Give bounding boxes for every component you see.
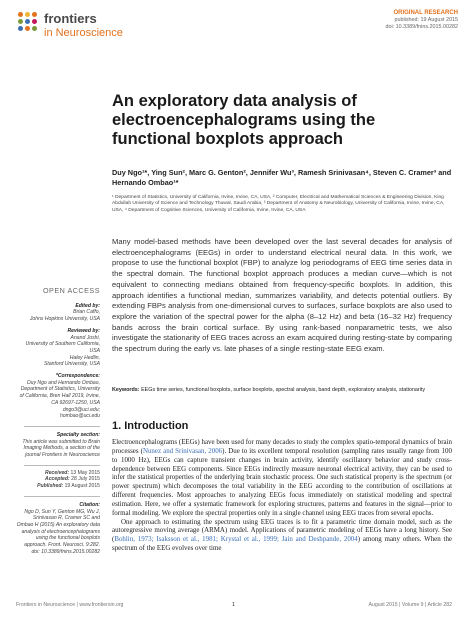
frontiers-logo-icon	[18, 12, 40, 34]
edited-by: Brian Caffo, Johns Hopkins University, USA	[29, 309, 100, 323]
keywords-text: EEGs time series, functional boxplots, surface boxplots, spectral analysis, band depth, exploratory analysis, stationarity	[141, 387, 426, 393]
paragraph: One approach to estimating the spectrum using EEG traces is to fit a parametric time domain model, such as the autoregressive moving average (ARMA) model. Applications of parametric modeling of EEGs have a long history. See (Bohlin, 1973; Isaksson et al., 1981; Krystal et al., 1999; Jain and Deshpande, 2004) among many others. When the spectrum of the EEG evolves over time	[112, 517, 452, 553]
author-list: Duy Ngo¹*, Ying Sun², Marc G. Genton², Jennifer Wu³, Ramesh Srinivasan⁴, Steven C. Cramer³ and Hernando Ombao¹*	[112, 168, 452, 187]
page-number: 1	[232, 602, 235, 608]
citation: Ngo D, Sun Y, Genton MG, Wu J, Srinivasan R, Cramer SC and Ombao H (2015) An exploratory data analysis of electroencephalograms using the functional boxplots approach. Front. Neurosci. 9:282. doi: 10.3389/fnins.2015.00282	[16, 508, 100, 555]
citation-link[interactable]: Nunez and Srinivasan, 2006	[142, 446, 223, 455]
journal-brand: frontiers	[44, 11, 97, 26]
sidebar	[16, 288, 100, 556]
received: Received: 13 May 2015	[45, 469, 100, 476]
sidebar-divider	[24, 426, 100, 427]
open-access-label: OPEN ACCESS	[42, 286, 100, 295]
abstract: Many model-based methods have been developed over the last several decades for analysis of electroencephalograms (EEGs) in order to understand electrical neural data. In this work, we propose to use the functional boxplot (FBP) to analyze log periodograms of EEG time series data in the spectral domain. The functional boxplot approach produces a median curve—which is not equivalent to connecting medians obtained from frequency-specific boxplots. In addition, this approach identifies a functional median, summarizes variability, and detects potential outliers. By extending FBPs analysis from one-dimensional curves to surfaces, surface boxplots are also used to explore the variation of the spectral power for the alpha (8–12 Hz) and beta (16–32 Hz) frequency bands across the brain cortical surface. By using rank-based nonparametric tests, we also investigate the stationarity of EEG traces across an exam acquired during resting-state by comparing the spectrum during the early vs. late phases of a single resting-state EEG exam.	[112, 237, 452, 354]
paragraph: Electroencephalograms (EEGs) have been used for many decades to study the complex spatio-temporal dynamics of brain processes (Nunez and Srinivasan, 2006). Due to its excellent temporal resolution (sampling rates usually range from 100 to 1000 Hz), EEGs can capture transient changes in brain activity, identify oscillatory behavior and study cross-dependence between EEG components. Since EEGs indirectly measure neuronal electrical activity, they can be used to infer the statistical properties of the underlying brain stochastic process. One such statistical property is the spectrum (or power spectrum) which decomposes the total variability in the EEG according to the contribution of oscillations at different frequencies. Most approaches to analyzing EEGs focus immediately on statistical modeling and spectral estimation. Here, we offer a systematic framework for exploring structures, patterns and features in the signal—prior to formal modeling. We explore the spectral properties only in a single channel using EEG traces from several epochs.	[112, 438, 452, 517]
reviewed-by-label: Reviewed by:	[67, 327, 100, 334]
keywords-label: Keywords:	[112, 387, 140, 393]
affiliations: ¹ Department of Statistics, University of California, Irvine, Irvine, CA, USA, ² Computer, Electrical and Mathematical Sciences & Engineering Division, King Abdullah University of Science and Technology Thuwal, Saudi Arabia, ³ Department of Anatomy & Neurobiology, University of California, Irvine, Irvine, CA, USA, ⁴ Department of Cognitive Sciences, University of California, Irvine, Irvine, CA, USA	[112, 195, 445, 213]
keywords	[112, 387, 452, 394]
journal-logo[interactable]	[18, 10, 148, 46]
correspondence[interactable]: Duy Ngo and Hernando Ombao, Department of Statistics, University of California, Bren Hall 2019, Irvine, CA 92697-1250, USA dngo3@uci.edu; hombao@uci.edu	[19, 379, 100, 420]
reviewed-by: Anand Joshi, University of Southern California, USA Haley Hedlin, Stanford University, USA	[25, 334, 100, 368]
published-date: published: 19 August 2015	[394, 17, 458, 23]
article-meta	[385, 10, 458, 31]
published: Published: 19 August 2015	[37, 483, 100, 490]
citation-label: Citation:	[79, 501, 100, 508]
citation-link[interactable]: Bohlin, 1973; Isaksson et al., 1981; Krystal et al., 1999; Jain and Deshpande, 2004	[114, 535, 358, 544]
accepted: Accepted: 28 July 2015	[45, 476, 100, 483]
journal-subtitle: in Neuroscience	[44, 27, 123, 39]
sidebar-divider	[24, 465, 100, 466]
doi-link[interactable]: doi: 10.3389/fnins.2015.00282	[385, 24, 458, 30]
specialty-label: Specialty section:	[56, 431, 100, 438]
section-heading: 1. Introduction	[112, 420, 189, 432]
article-title: An exploratory data analysis of electroencephalograms using the functional boxplots approach	[112, 92, 376, 148]
specialty: This article was submitted to Brain Imaging Methods, a section of the journal Frontiers in Neuroscience	[22, 438, 100, 459]
edited-by-label: Edited by:	[75, 302, 100, 309]
footer-volume: August 2015 | Volume 9 | Article 282	[368, 602, 452, 608]
sidebar-divider	[24, 496, 100, 497]
correspondence-label: *Correspondence:	[55, 373, 100, 380]
body-text	[112, 438, 452, 553]
article-type: ORIGINAL RESEARCH	[393, 10, 458, 16]
footer-journal[interactable]: Frontiers in Neuroscience | www.frontiersin.org	[16, 602, 124, 608]
